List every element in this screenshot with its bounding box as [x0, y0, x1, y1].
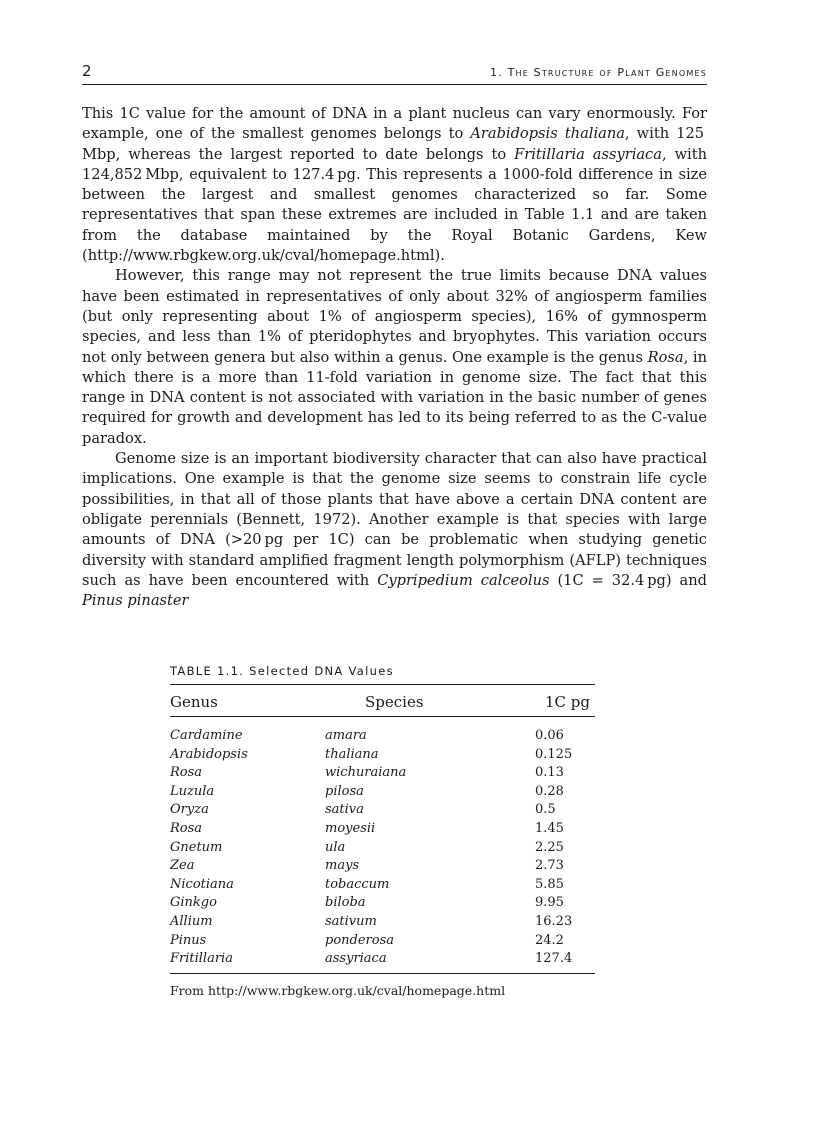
- text-run: , with 125 Mbp, whereas the largest reported to date belongs to: [82, 125, 707, 163]
- cell-1c-pg: 0.5: [535, 802, 556, 818]
- cell-genus: Zea: [170, 858, 195, 874]
- cell-1c-pg: 2.25: [535, 839, 564, 855]
- cell-species: assyriaca: [325, 951, 387, 967]
- cell-genus: Allium: [170, 913, 213, 929]
- italic-term: Fritillaria assyriaca: [514, 145, 662, 163]
- cell-genus: Rosa: [170, 820, 203, 836]
- cell-1c-pg: 9.95: [535, 895, 564, 911]
- text-run: However, this range may not represent the true limits because DNA values have been estimated in representatives of only about 32% of angiosperm families (but only representing about 1% of angiosperm species), 16% of gymnosperm species, and less than 1% of pteridophytes and bryophytes. This variation occurs not only between genera but also within a genus. One example is the genus: [82, 267, 707, 366]
- italic-term: Pinus pinaster: [82, 592, 189, 610]
- cell-species: thaliana: [325, 746, 379, 762]
- cell-genus: Gnetum: [170, 839, 223, 855]
- cell-genus: Oryza: [170, 802, 209, 818]
- chapter-title: 1. The Structure of Plant Genomes: [489, 66, 707, 79]
- italic-term: Cypripedium calceolus: [377, 571, 550, 589]
- cell-genus: Ginkgo: [170, 895, 217, 911]
- paragraph-2: [82, 266, 707, 449]
- header-species: Species: [365, 693, 424, 711]
- table-row: [170, 932, 595, 951]
- table-row: [170, 950, 595, 969]
- cell-species: moyesii: [325, 820, 376, 836]
- cell-1c-pg: 0.28: [535, 783, 564, 799]
- cell-1c-pg: 127.4: [535, 951, 573, 967]
- text-run: (1C = 32.4 pg) and: [549, 571, 707, 589]
- cell-genus: Fritillaria: [170, 951, 233, 967]
- cell-genus: Luzula: [170, 783, 215, 799]
- page-number: 2: [82, 62, 92, 80]
- table-header-row: [170, 685, 595, 717]
- cell-species: ula: [325, 839, 346, 855]
- text-run: Genome size is an important biodiversity character that can also have practical implications. One example is that the genome size seems to constrain life cycle possibilities, in that all of those plants that have above a certain DNA content are obligate perennials (Bennett, 1972). Another example is that species with large amounts of DNA (>20 pg per 1C) can be problematic when studying genetic diversity with standard amplified fragment length polymorphism (AFLP) techniques such as have been encountered with: [82, 450, 707, 589]
- paragraph-1: [82, 104, 707, 266]
- cell-1c-pg: 2.73: [535, 858, 564, 874]
- cell-genus: Pinus: [170, 932, 207, 948]
- text-run: , in which there is a more than 11-fold variation in genome size. The fact that this range in DNA content is not associated with variation in the basic number of genes required for growth and development has led to its being referred to as the C-value paradox.: [82, 348, 707, 447]
- cell-species: amara: [325, 728, 367, 743]
- cell-species: sativum: [325, 913, 377, 929]
- cell-genus: Cardamine: [170, 728, 243, 743]
- cell-species: wichuraiana: [325, 765, 407, 781]
- cell-genus: Nicotiana: [170, 876, 234, 892]
- table-row: [170, 746, 595, 765]
- cell-1c-pg: 5.85: [535, 876, 564, 892]
- table-1-1: [170, 664, 595, 998]
- cell-1c-pg: 24.2: [535, 932, 564, 948]
- text-run: This 1C value for the amount of DNA in a plant nucleus can vary enormously. For example, one of the smallest genomes belongs to: [82, 105, 707, 143]
- cell-1c-pg: 16.23: [535, 913, 573, 929]
- table-row: [170, 876, 595, 895]
- cell-species: pilosa: [325, 783, 364, 799]
- cell-genus: Rosa: [170, 765, 203, 781]
- cell-species: sativa: [325, 802, 364, 818]
- table-row: [170, 820, 595, 839]
- cell-1c-pg: 1.45: [535, 820, 564, 836]
- table-row: [170, 764, 595, 783]
- header-1c-pg: 1C pg: [545, 693, 590, 711]
- header-genus: Genus: [170, 693, 218, 711]
- cell-species: biloba: [325, 895, 366, 911]
- table-row: [170, 727, 595, 746]
- table-row: [170, 783, 595, 802]
- table-row: [170, 913, 595, 932]
- table-source: From http://www.rbgkew.org.uk/cval/homepage.html: [170, 982, 506, 998]
- body-text: [82, 104, 707, 611]
- table-caption: TABLE 1.1. Selected DNA Values: [170, 664, 595, 685]
- cell-species: mays: [325, 858, 360, 874]
- cell-species: ponderosa: [325, 932, 394, 948]
- running-head: [82, 62, 707, 85]
- text-run: , with 124,852 Mbp, equivalent to 127.4 pg. This represents a 1000-fold difference in size between the largest and smallest genomes characterized so far. Some representatives that span these extremes are included in Table 1.1 and are taken from the database maintained by the Royal Botanic Gardens, Kew (http://www.rbgkew.org.uk/cval/homepage.html).: [82, 145, 707, 265]
- table-row: [170, 894, 595, 913]
- cell-species: tobaccum: [325, 876, 390, 892]
- table-row: [170, 801, 595, 820]
- cell-1c-pg: 0.125: [535, 746, 573, 762]
- cell-1c-pg: 0.06: [535, 728, 564, 743]
- cell-1c-pg: 0.13: [535, 765, 564, 781]
- cell-genus: Arabidopsis: [170, 746, 248, 762]
- table-row: [170, 839, 595, 858]
- italic-term: Rosa: [647, 348, 684, 366]
- paragraph-3: [82, 449, 707, 611]
- page: [82, 62, 707, 611]
- italic-term: Arabidopsis thaliana: [470, 125, 625, 143]
- table-body: [170, 717, 595, 974]
- table-row: [170, 857, 595, 876]
